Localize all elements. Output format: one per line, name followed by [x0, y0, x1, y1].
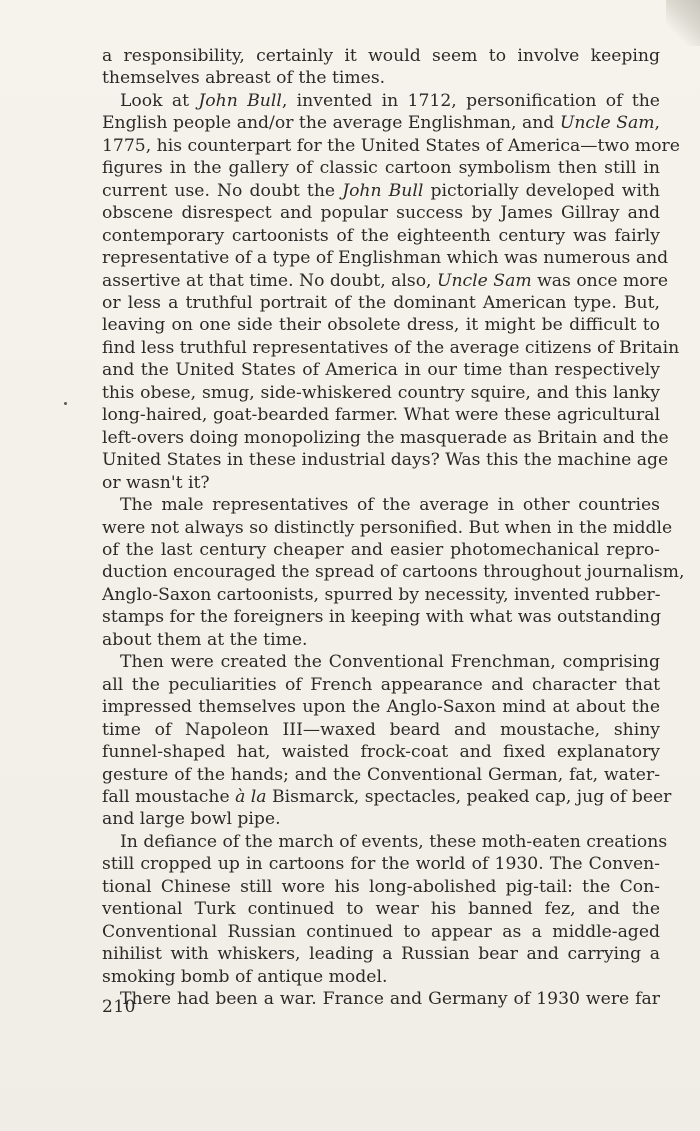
text-line: fall moustache à la Bismarck, spectacles, peaked cap, jug of beer: [102, 786, 672, 807]
text-line: all the peculiarities of French appearance and character that: [102, 674, 660, 695]
text-line: figures in the gallery of classic cartoon symbolism then still in: [102, 158, 660, 179]
text-line: duction encouraged the spread of cartoons throughout journalism,: [102, 562, 685, 583]
text-line: this obese, smug, side-whiskered country squire, and this lanky: [102, 382, 660, 403]
text-line: In defiance of the march of events, these moth-eaten creations: [120, 831, 668, 852]
text-line: obscene disrespect and popular success by James Gillray and: [102, 203, 660, 224]
text-line: leaving on one side their obsolete dress, it might be difficult to: [102, 315, 660, 336]
text-line: smoking bomb of antique model.: [102, 966, 388, 987]
text-line: impressed themselves upon the Anglo-Saxon mind at about the: [102, 697, 660, 718]
text-line: 1775, his counterpart for the United States of America—two more: [102, 135, 680, 156]
text-line: The male representatives of the average in other countries: [120, 495, 660, 516]
text-line: long-haired, goat-bearded farmer. What were these agricultural: [102, 405, 660, 426]
text-line: contemporary cartoonists of the eighteenth century was fairly: [102, 225, 660, 246]
text-line: or less a truthful portrait of the dominant American type. But,: [102, 292, 660, 313]
text-line: and the United States of America in our time than respectively: [102, 360, 660, 381]
text-line: Look at John Bull, invented in 1712, personification of the: [120, 90, 660, 111]
text-line: stamps for the foreigners in keeping with what was outstanding: [102, 607, 661, 628]
text-line: or wasn't it?: [102, 472, 210, 493]
text-line: There had been a war. France and Germany of 1930 were far: [120, 989, 660, 1010]
text-line: Anglo-Saxon cartoonists, spurred by necessity, invented rubber-: [102, 584, 661, 605]
text-line: nihilist with whiskers, leading a Russian bear and carrying a: [102, 944, 660, 965]
text-line: of the last century cheaper and easier photomechanical repro-: [102, 539, 660, 560]
text-line: tional Chinese still wore his long-abolished pig-tail: the Con-: [102, 876, 660, 897]
print-speck: [64, 402, 67, 405]
text-line: left-overs doing monopolizing the masquerade as Britain and the: [102, 427, 669, 448]
text-line: representative of a type of Englishman which was numerous and: [102, 248, 669, 269]
text-line: about them at the time.: [102, 629, 308, 650]
text-line: English people and/or the average Englishman, and Uncle Sam,: [102, 113, 660, 134]
page-number: 210: [102, 997, 136, 1017]
page-corner-curl: [666, 0, 700, 46]
text-line: themselves abreast of the times.: [102, 68, 386, 89]
text-line: Then were created the Conventional Frenchman, comprising: [120, 652, 660, 673]
text-line: still cropped up in cartoons for the world of 1930. The Conven-: [102, 854, 660, 875]
text-line: current use. No doubt the John Bull pictorially developed with: [102, 180, 660, 201]
text-line: time of Napoleon III—waxed beard and moustache, shiny: [102, 719, 660, 740]
text-line: funnel-shaped hat, waisted frock-coat and fixed explanatory: [102, 742, 660, 763]
text-line: Conventional Russian continued to appear as a middle-aged: [102, 921, 660, 942]
text-line: United States in these industrial days? Was this the machine age: [102, 450, 669, 471]
text-line: a responsibility, certainly it would seem to involve keeping: [102, 46, 660, 66]
text-line: were not always so distinctly personified. But when in the middle: [102, 517, 673, 538]
text-line: gesture of the hands; and the Conventional German, fat, water-: [102, 764, 660, 785]
text-line: ventional Turk continued to wear his banned fez, and the: [102, 899, 660, 920]
text-line: find less truthful representatives of the average citizens of Britain: [102, 337, 680, 358]
body-text: [102, 45, 685, 1010]
text-line: assertive at that time. No doubt, also, Uncle Sam was once more: [102, 270, 669, 291]
text-line: and large bowl pipe.: [102, 809, 281, 830]
